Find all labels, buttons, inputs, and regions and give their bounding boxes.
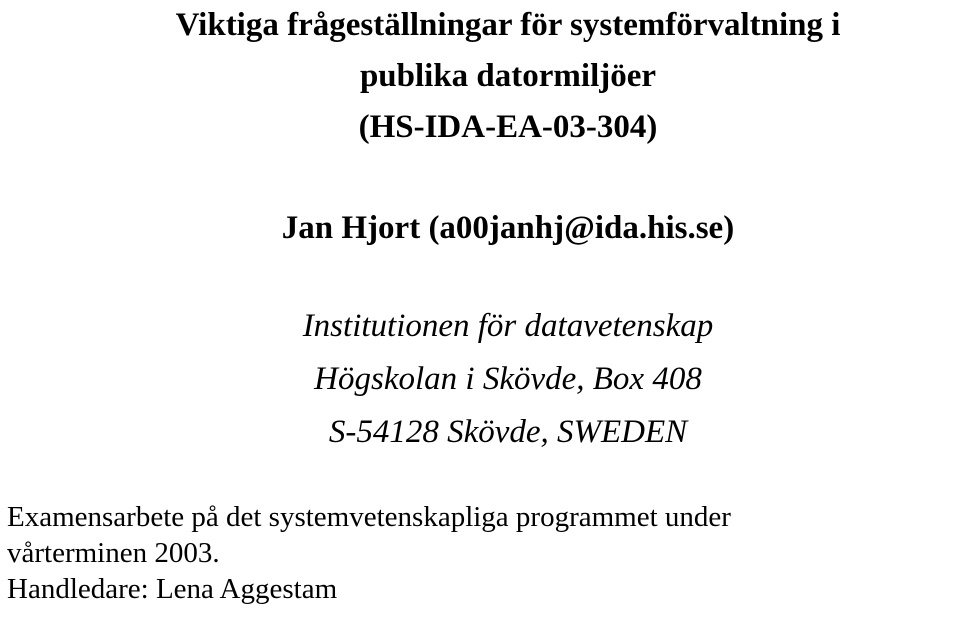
affiliation-block	[0, 300, 960, 459]
affiliation-university: Högskolan i Skövde, Box 408	[314, 361, 702, 397]
title-line-2: publika datormiljöer	[359, 58, 657, 94]
author-line: Jan Hjort (a00janhj@ida.his.se)	[281, 210, 735, 246]
notes-block	[7, 499, 957, 607]
document-title	[0, 0, 960, 153]
notes-line-3-supervisor: Handledare: Lena Aggestam	[7, 573, 338, 605]
affiliation-department: Institutionen för datavetenskap	[302, 308, 714, 344]
title-line-3-report-id: (HS-IDA-EA-03-304)	[358, 109, 658, 145]
affiliation-address: S-54128 Skövde, SWEDEN	[328, 414, 688, 450]
notes-line-1: Examensarbete på det systemvetenskapliga programmet under	[7, 501, 731, 533]
title-line-1: Viktiga frågeställningar för systemförvaltning i	[175, 7, 841, 43]
notes-line-2: vårterminen 2003.	[7, 537, 220, 569]
